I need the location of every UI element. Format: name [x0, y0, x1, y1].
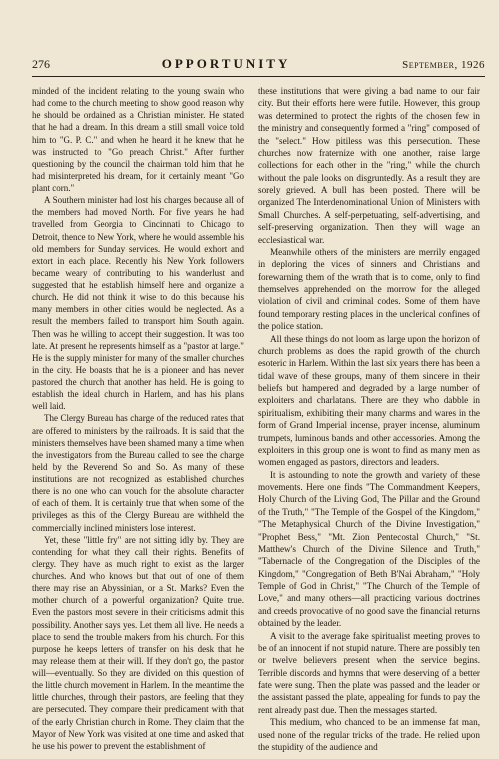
paragraph: This medium, who chanced to be an immense fat man, used none of the regular tricks of the trade. He relied upon the stupidity of the audience and	[258, 717, 480, 752]
paragraph: The Clergy Bureau has charge of the reduced rates that are offered to ministers by the railroads. It is said that the ministers themselves have been shamed many a time when the investigators from the Bureau called to see the charge held by the Reverend So and So. As many of these institutions are not recognized as established churches there is no one who can vouch for the absolute character of each of them. It is certainly true that when some of the privileges as this of the Clergy Bureau are withheld the commercially inclined ministers lose interest.	[32, 413, 244, 533]
paragraph: Meanwhile others of the ministers are merrily engaged in deploring the vices of sinners and Christians and forewarning them of the wrath that is to come, only to find themselves apprehended on the morrow for the alleged violation of civil and criminal codes. Some of them have found temporary resting places in the unclerical confines of the police station.	[258, 246, 480, 332]
issue-date: September, 1926	[402, 59, 485, 71]
paragraph: All these things do not loom as large upon the horizon of church problems as does the rapid growth of the church esoteric in Harlem. Within the last six years there has been a tidal wave of these groups, many of them sincere in their beliefs but hampered and degraded by a large number of exploiters and charlatans. There are they who dabble in spiritualism, exhibiting their many charms and wares in the form of Grand Imperial incense, prayer incense, aluminum trumpets, luminous bands and other accessories. Among the exploiters in this group one is wont to find as many men as women engaged as pastors, directors and leaders.	[258, 333, 480, 468]
header-rule	[32, 76, 485, 77]
page-header	[32, 56, 485, 74]
left-column	[32, 85, 244, 752]
paragraph: minded of the incident relating to the young swain who had come to the church meeting to show good reason why he should be ordained as a Christian minister. He stated that he had a dream. In this dream a still small voice told him to "G. P. C." and when he heard it he knew that he was instructed to "Go preach Christ." After further questioning by the council the chairman told him that he had misinterpreted his dream, for it certainly meant "Go plant corn."	[32, 86, 244, 193]
paragraph: It is astounding to note the growth and variety of these movements. Here one finds "The Commandment Keepers, Holy Church of the Living God, The Pillar and the Ground of the Truth," "The Temple of the Gospel of the Kingdom," "The Metaphysical Church of the Divine Investigation," "Prophet Bess," "Mt. Zion Pentecostal Church," "St. Matthew's Church of the Divine Silence and Truth," "Tabernacle of the Congregation of the Disciples of the Kingdom," "Congregation of Beth B'Nai Abraham," "Holy Temple of God in Christ," "The Church of the Temple of Love," and many others—all practicing various doctrines and creeds provocative of no good save the financial returns obtained by the leader.	[258, 469, 480, 629]
paragraph: Yet, these "little fry" are not sitting idly by. They are contending for what they call their rights. Benefits of clergy. They have as much right to exist as the larger churches. And who knows but that out of one of them there may rise an Abyssinian, or a St. Marks? Even the mother church of a powerful organization? Quite true. Even the pastors most severe in their criticisms admit this possibility. Another says yes. Let them all live. He needs a place to send the trouble makers from his church. For this purpose he keeps letters of transfer on his desk that he may release them at their will. If they don't go, the pastor will—eventually. So they are divided on this question of the little church movement in Harlem. In the meantime the little churches, through their pastors, are feeling that they are persecuted. They compare their predicament with that of the early Christian church in Rome. They claim that the Mayor of New York was visited at one time and asked that he use his power to prevent the establishment of	[32, 534, 244, 751]
magazine-title: OPPORTUNITY	[161, 56, 291, 71]
paragraph: A visit to the average fake spiritualist meeting proves to be of an innocent if not stupid nature. There are possibly ten or twelve believers present when the service begins. Terrible discords and hymns that were deserving of a better fate were sung. Then the plate was passed and the leader or the assistant passed the plate, appealing for funds to pay the rent already past due. Then the messages started.	[258, 630, 480, 715]
paragraph: these institutions that were giving a bad name to our fair city. But their efforts here were futile. However, this group was determined to protect the rights of the chosen few in the ministry and consequently formed a "ring" composed of the "select." How pitiless was this persecution. These churches now fraternize with one another, raise large collections for each other in the "ring," while the church without the pale looks on disgruntedly. As a result they are sorely grieved. A bull has been posted. There will be organized The Interdenominational Union of Ministers with Small Churches. A self-perpetuating, self-advertising, and self-preserving organization. Then they will wage an ecclesiastical war.	[258, 86, 480, 245]
paragraph: A Southern minister had lost his charges because all of the members had moved North. For five years he had travelled from Georgia to Cincinnati to Chicago to Detroit, thence to New York, where he would assemble his old members for Sunday services. He would exhort and extort in each place. Recently his New York followers became weary of contributing to his wanderlust and suggested that he establish himself here and organize a church. He did not think it wise to do this because his many members in other cities would be neglected. As a result the members failed to transport him South again. Then was he willing to accept their suggestion. It was too late. At present he represents himself as a "pastor at large." He is the supply minister for many of the smaller churches in the city. He boasts that he is a pioneer and has never pastored the church that another has held. He is going to establish the ideal church in Harlem, and has his plans well laid.	[32, 195, 244, 412]
right-column	[258, 85, 480, 753]
page-number: 276	[32, 57, 50, 71]
